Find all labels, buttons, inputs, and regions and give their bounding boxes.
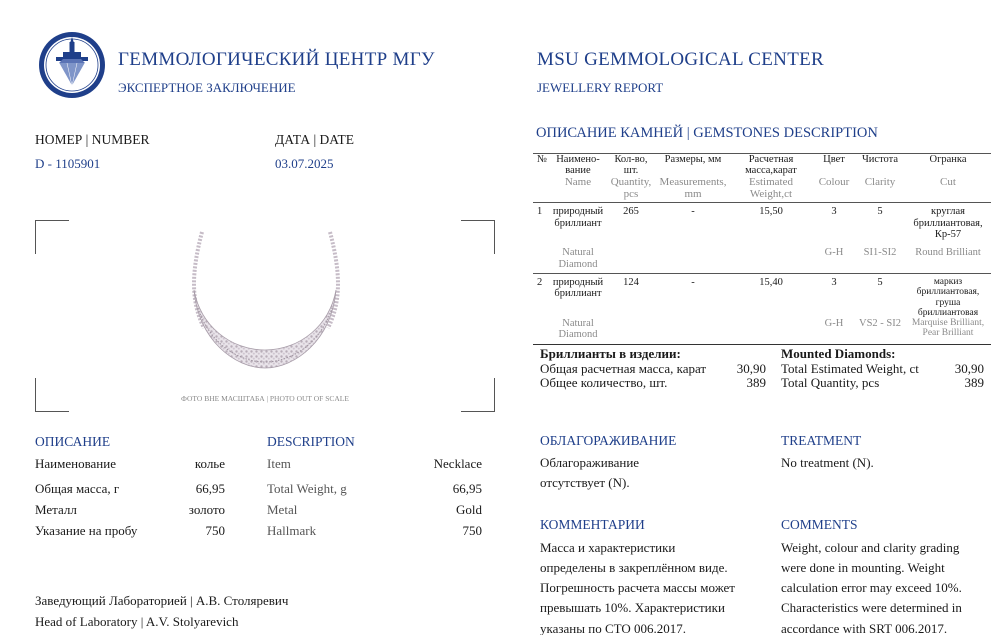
gemstones-table bbox=[533, 153, 991, 345]
col-color-header-en: Colour bbox=[818, 175, 850, 188]
row1-color-en: G-H bbox=[824, 247, 844, 259]
col-cut-header-en: Cut bbox=[940, 175, 956, 188]
date-label: ДАТА | DATE bbox=[275, 132, 355, 147]
date-value: 03.07.2025 bbox=[275, 156, 334, 171]
description-ru-title: ОПИСАНИЕ bbox=[35, 434, 111, 449]
comments-ru-line: превышать 10%. Характеристики bbox=[540, 600, 725, 616]
desc-ru-label-metal: Металл bbox=[35, 502, 77, 517]
desc-en-label-metal: Metal bbox=[267, 502, 298, 517]
table-header-en bbox=[533, 177, 991, 203]
col-weight-header-en: Estimated Weight,ct bbox=[749, 175, 793, 200]
table-header-ru bbox=[533, 154, 991, 177]
signature-ru: Заведующий Лабораторией | А.В. Столяревич bbox=[35, 593, 289, 608]
summary-ru-weight-value: 30,90 bbox=[736, 361, 766, 376]
row1-clarity-en: SI1-SI2 bbox=[863, 247, 897, 259]
table-row bbox=[533, 203, 991, 247]
table-row-en bbox=[533, 247, 991, 273]
treatment-en-text: No treatment (N). bbox=[781, 455, 874, 470]
report-subtitle-ru: ЭКСПЕРТНОЕ ЗАКЛЮЧЕНИЕ bbox=[118, 80, 296, 95]
col-no-header-en bbox=[533, 177, 551, 203]
comments-ru-text bbox=[540, 538, 735, 635]
desc-ru-value-weight: 66,95 bbox=[195, 481, 225, 496]
comments-en-line: Weight, colour and clarity grading bbox=[781, 540, 960, 555]
treatment-ru-line2: отсутствует (N). bbox=[540, 475, 630, 491]
summary-ru-title: Бриллианты в изделии: bbox=[540, 346, 681, 361]
row1-name: природный бриллиант bbox=[552, 206, 604, 229]
photo-caption: ФОТО ВНЕ МАСШТАБА | PHOTO OUT OF SCALE bbox=[181, 394, 349, 403]
comments-ru-line: определены в закреплённом виде. bbox=[540, 560, 728, 576]
summary-en-qty-label: Total Quantity, pcs bbox=[781, 375, 880, 390]
org-title-ru: ГЕММОЛОГИЧЕСКИЙ ЦЕНТР МГУ bbox=[118, 49, 435, 70]
comments-ru-line: Масса и характеристики bbox=[540, 540, 676, 555]
summary-ru-weight-label: Общая расчетная масса, карат bbox=[540, 361, 707, 376]
desc-ru-value-item: колье bbox=[194, 456, 225, 471]
desc-ru-label-item: Наименование bbox=[35, 456, 116, 471]
row2-size: - bbox=[691, 277, 695, 289]
row2-clarity: 5 bbox=[877, 277, 883, 289]
col-clarity-header-en: Clarity bbox=[864, 175, 896, 188]
number-label: НОМЕР | NUMBER bbox=[35, 132, 150, 147]
number-value: D - 1105901 bbox=[35, 156, 101, 171]
necklace-photo-icon bbox=[180, 230, 350, 380]
comments-ru-line: Погрешность расчета массы может bbox=[540, 580, 735, 596]
row2-name-en: Natural Diamond bbox=[558, 318, 598, 341]
msu-logo-icon bbox=[37, 30, 107, 100]
row1-size: - bbox=[691, 206, 695, 218]
row2-qty: 124 bbox=[623, 277, 639, 289]
row1-clarity: 5 bbox=[877, 206, 883, 218]
summary-en-qty-value: 389 bbox=[964, 375, 984, 390]
desc-en-label-hallmark: Hallmark bbox=[267, 523, 317, 538]
desc-en-label-weight: Total Weight, g bbox=[267, 481, 347, 496]
report-subtitle-en: JEWELLERY REPORT bbox=[537, 80, 664, 95]
comments-ru-line: указаны по СТО 006.2017. bbox=[540, 620, 687, 635]
row1-cut: круглая бриллиантовая, Кр-57 bbox=[913, 206, 983, 241]
comments-en-line: were done in mounting. Weight bbox=[781, 560, 945, 576]
comments-en-line: Characteristics were determined in bbox=[781, 600, 962, 616]
row1-cut-en: Round Brilliant bbox=[915, 247, 981, 259]
row2-no: 2 bbox=[537, 277, 543, 289]
row1-no: 1 bbox=[537, 206, 543, 218]
row2-cut: маркиз бриллиантовая, груша бриллиантовая bbox=[916, 277, 980, 318]
summary-ru-qty-label: Общее количество, шт. bbox=[540, 375, 668, 390]
desc-en-value-metal: Gold bbox=[456, 502, 482, 517]
comments-en-title: COMMENTS bbox=[781, 517, 858, 532]
col-weight-header: Расчетная масса,карат bbox=[745, 154, 797, 177]
comments-ru-title: КОММЕНТАРИИ bbox=[540, 517, 645, 532]
row1-weight: 15,50 bbox=[759, 206, 783, 218]
row2-cut-en: Marquise Brilliant, Pear Brilliant bbox=[911, 318, 985, 339]
desc-en-value-item: Necklace bbox=[433, 456, 482, 471]
frame-corner-top-right bbox=[461, 220, 495, 254]
col-name-header-en: Name bbox=[564, 175, 592, 188]
row1-name-en: Natural Diamond bbox=[558, 247, 598, 270]
gemstones-title: ОПИСАНИЕ КАМНЕЙ | GEMSTONES DESCRIPTION bbox=[536, 125, 878, 141]
treatment-ru-text bbox=[540, 453, 639, 493]
desc-en-label-item: Item bbox=[267, 456, 291, 471]
col-qty-header-en: Quantity, pcs bbox=[610, 175, 652, 200]
row2-weight: 15,40 bbox=[759, 277, 783, 289]
col-size-header: Размеры, мм bbox=[664, 154, 722, 165]
summary-ru-qty-value: 389 bbox=[746, 375, 766, 390]
col-name-header: Наимено-вание bbox=[556, 154, 600, 177]
treatment-ru-line1: Облагораживание bbox=[540, 455, 640, 470]
row2-color: 3 bbox=[831, 277, 837, 289]
summary-en-title: Mounted Diamonds: bbox=[781, 346, 896, 361]
treatment-ru-title: ОБЛАГОРАЖИВАНИЕ bbox=[540, 433, 677, 448]
comments-en-text bbox=[781, 538, 962, 635]
row1-qty: 265 bbox=[623, 206, 639, 218]
desc-ru-value-metal: золото bbox=[188, 502, 225, 517]
desc-ru-value-hallmark: 750 bbox=[205, 523, 225, 538]
org-title-en: MSU GEMMOLOGICAL CENTER bbox=[537, 49, 824, 70]
col-no-header: № bbox=[536, 154, 548, 165]
table-row bbox=[533, 274, 991, 318]
summary-en-weight-label: Total Estimated Weight, ct bbox=[781, 361, 919, 376]
col-cut-header: Огранка bbox=[929, 154, 967, 165]
row2-color-en: G-H bbox=[824, 318, 844, 330]
row2-clarity-en: VS2 - SI2 bbox=[858, 318, 901, 330]
comments-en-line: calculation error may exceed 10%. bbox=[781, 580, 962, 596]
col-qty-header: Кол-во, шт. bbox=[614, 154, 648, 177]
desc-ru-label-weight: Общая масса, г bbox=[35, 481, 120, 496]
summary-en-weight-value: 30,90 bbox=[954, 361, 984, 376]
desc-en-value-weight: 66,95 bbox=[452, 481, 482, 496]
signature-en: Head of Laboratory | A.V. Stolyarevich bbox=[35, 614, 239, 629]
photo-frame bbox=[35, 220, 495, 412]
col-size-header-en: Measurements, mm bbox=[659, 175, 727, 200]
desc-ru-label-hallmark: Указание на пробу bbox=[35, 523, 138, 538]
row1-color: 3 bbox=[831, 206, 837, 218]
row2-name: природный бриллиант bbox=[552, 277, 604, 300]
frame-corner-top-left bbox=[35, 220, 69, 254]
treatment-en-title: TREATMENT bbox=[781, 433, 862, 448]
description-en-title: DESCRIPTION bbox=[267, 434, 355, 449]
col-color-header: Цвет bbox=[823, 154, 845, 165]
desc-en-value-hallmark: 750 bbox=[462, 523, 482, 538]
col-clarity-header: Чистота bbox=[861, 154, 899, 165]
comments-en-line: accordance with SRT 006.2017. bbox=[781, 620, 948, 635]
table-row-en bbox=[533, 318, 991, 344]
